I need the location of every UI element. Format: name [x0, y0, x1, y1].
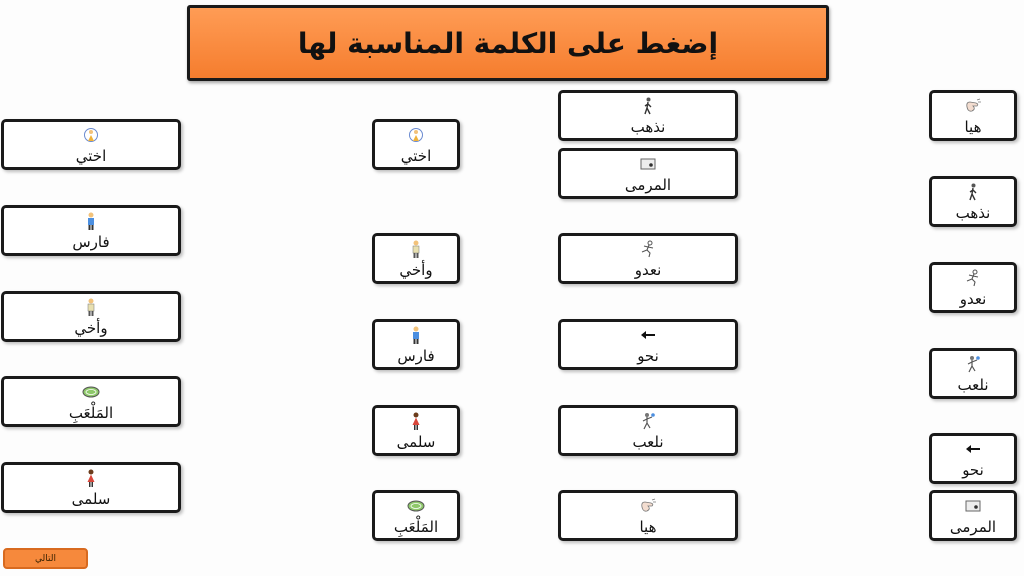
word-label: سلمى	[71, 489, 111, 508]
arrow-left-icon	[963, 439, 983, 459]
hand-wave-icon	[963, 96, 983, 116]
word-card-left-5[interactable]	[1, 462, 181, 513]
word-label: هيا	[639, 517, 657, 536]
boy-blue-icon	[81, 211, 101, 231]
walking-person-icon	[638, 96, 658, 116]
girl-sister-icon	[81, 125, 101, 145]
running-person-icon	[963, 268, 983, 288]
girl-red-icon	[406, 411, 426, 431]
word-card-left-4[interactable]	[1, 376, 181, 427]
word-card-mid2-1[interactable]	[558, 90, 738, 141]
goal-icon	[963, 496, 983, 516]
word-label: وأخي	[399, 260, 433, 279]
word-label: نذهب	[955, 203, 991, 222]
word-label: نلعب	[957, 375, 989, 394]
word-label: نحو	[962, 460, 984, 479]
word-card-mid2-3[interactable]	[558, 233, 738, 284]
goal-icon	[638, 154, 658, 174]
word-label: المَلْعَبِ	[68, 403, 114, 422]
word-label: المرمى	[624, 175, 672, 194]
word-card-right-2[interactable]	[929, 176, 1017, 227]
hand-wave-icon	[638, 496, 658, 516]
word-card-right-1[interactable]	[929, 90, 1017, 141]
word-label: سلمى	[396, 432, 436, 451]
word-card-mid1-5[interactable]	[372, 490, 460, 541]
word-card-mid1-2[interactable]	[372, 233, 460, 284]
girl-sister-icon	[406, 125, 426, 145]
word-card-mid2-2[interactable]	[558, 148, 738, 199]
word-card-right-4[interactable]	[929, 348, 1017, 399]
word-card-left-3[interactable]	[1, 291, 181, 342]
word-card-right-5[interactable]	[929, 433, 1017, 484]
word-label: نلعب	[632, 432, 664, 451]
boy-brother-icon	[406, 239, 426, 259]
word-label: نحو	[637, 346, 659, 365]
walking-person-icon	[963, 182, 983, 202]
girl-red-icon	[81, 468, 101, 488]
boy-brother-icon	[81, 297, 101, 317]
boy-blue-icon	[406, 325, 426, 345]
word-card-mid2-6[interactable]	[558, 490, 738, 541]
word-label: نعدو	[634, 260, 662, 279]
arrow-left-icon	[638, 325, 658, 345]
word-label: المَلْعَبِ	[393, 517, 439, 536]
word-card-mid2-5[interactable]	[558, 405, 738, 456]
word-label: المرمى	[949, 517, 997, 536]
word-label: نعدو	[959, 289, 987, 308]
running-person-icon	[638, 239, 658, 259]
word-label: فارس	[397, 346, 435, 365]
word-label: هيا	[964, 117, 982, 136]
word-card-right-6[interactable]	[929, 490, 1017, 541]
word-card-left-2[interactable]	[1, 205, 181, 256]
page-title: إضغط على الكلمة المناسبة لها	[187, 5, 829, 81]
word-label: اختي	[75, 146, 107, 165]
word-card-mid1-4[interactable]	[372, 405, 460, 456]
playing-person-icon	[638, 411, 658, 431]
word-card-mid2-4[interactable]	[558, 319, 738, 370]
next-button[interactable]: التالي	[3, 548, 88, 569]
word-card-right-3[interactable]	[929, 262, 1017, 313]
word-label: فارس	[72, 232, 110, 251]
word-label: اختي	[400, 146, 432, 165]
word-card-left-1[interactable]	[1, 119, 181, 170]
word-label: وأخي	[74, 318, 108, 337]
word-label: نذهب	[630, 117, 666, 136]
playing-person-icon	[963, 354, 983, 374]
playground-field-icon	[81, 382, 101, 402]
playground-field-icon	[406, 496, 426, 516]
word-card-mid1-1[interactable]	[372, 119, 460, 170]
word-card-mid1-3[interactable]	[372, 319, 460, 370]
